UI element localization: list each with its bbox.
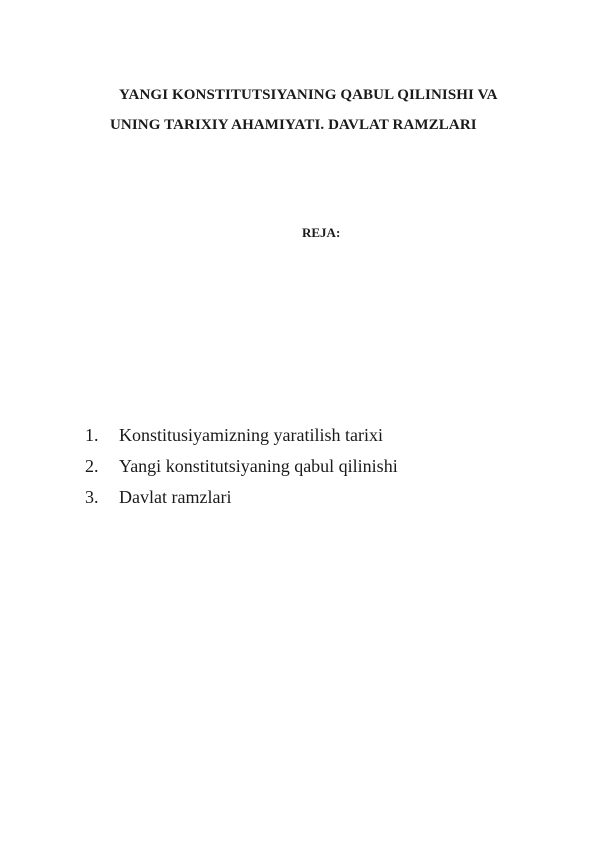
document-title-line-1: YANGI KONSTITUTSIYANING QABUL QILINISHI VA bbox=[119, 87, 498, 103]
plan-list bbox=[85, 425, 398, 518]
plan-item bbox=[85, 456, 398, 487]
plan-item bbox=[85, 487, 398, 518]
plan-item-number: 2. bbox=[85, 456, 99, 476]
plan-item-number: 1. bbox=[85, 425, 99, 445]
plan-item-text: Davlat ramzlari bbox=[119, 487, 232, 507]
plan-item bbox=[85, 425, 398, 456]
plan-item-number: 3. bbox=[85, 487, 99, 507]
document-title-line-2: UNING TARIXIY AHAMIYATI. DAVLAT RAMZLARI bbox=[110, 117, 477, 133]
plan-heading: REJA: bbox=[302, 225, 341, 240]
plan-item-text: Yangi konstitutsiyaning qabul qilinishi bbox=[119, 456, 398, 476]
plan-item-text: Konstitusiyamizning yaratilish tarixi bbox=[119, 425, 383, 445]
